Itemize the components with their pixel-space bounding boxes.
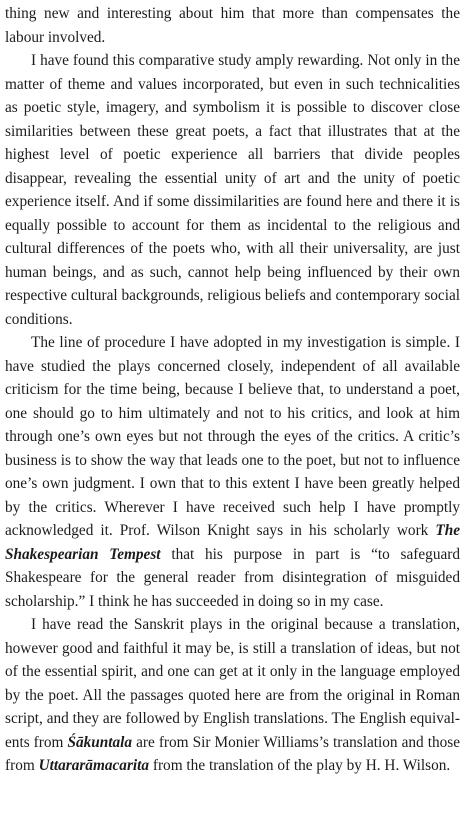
paragraph-sanskrit-plays [5,613,460,778]
book-title-shakespearian-tempest: The Shakespearian Tempest [5,522,460,563]
paragraph-text: The line of procedure I have adopted in my investigation is simple. I have studied the plays concerned closely, independent of all available criticism for the time being, because I believe that, to understand a poet, one should go to him ultimately and not to his critics, and look at him through one’s own eyes but not through the eyes of the critics. A critic’s business is to show the way that leads one to the poet, but not to influence one’s own judgment. I own that to this extent I have been greatly helped by the critics. Wherever I have received such help I have promptly acknowledged it. Prof. Wilson Knight says in his scholarly work [5,334,460,539]
paragraph-text: are from Sir Monier Williams’s translation and those from [5,733,460,774]
paragraph-text: from the translation of the play by H. H. Wilson. [149,757,451,774]
paragraph-continuation [5,2,460,49]
paragraph-comparative-study [5,49,460,331]
play-title-uttararamacarita: Uttararāmacarita [38,757,150,774]
paragraph-text: I have read the Sanskrit plays in the original because a translation, however good and faithful it may be, is still a translation of ideas, but not of the essential spirit, and one can get at it only in the language employed by the poet. All the passages quoted here are from the original in Roman script, and they are followed by English translations. The English equivalents from [5,616,460,751]
paragraph-text: I have found this comparative study amply rewarding. Not only in the matter of theme and values incorporated, but even in such technicalities as poetic style, imagery, and symbolism it is possible to discover close similarities between these great poets, a fact that illustrates that at the highest level of poetic experience all barriers that divide peoples disappear, revealing the essential unity of art and the unity of poetic experience itself. And if some dissimilarities are found here and there it is equally possible to account for them as incidental to the religious and cultural differences of the poets who, with all their universality, are just human beings, and as such, cannot help being influenced by their own respective cultural backgrounds, religious beliefs and contemporary social conditions. [5,52,460,328]
paragraph-text: thing new and interesting about him that more than compensates the labour involved. [5,5,460,46]
paragraph-text: that his purpose in part is “to safeguard Shakespeare for the general reader from disintegration of misguided scholarship.” I think he has succeeded in doing so in my case. [5,545,460,610]
paragraph-line-of-procedure [5,331,460,613]
play-title-sakuntala: Śākuntala [67,733,133,751]
